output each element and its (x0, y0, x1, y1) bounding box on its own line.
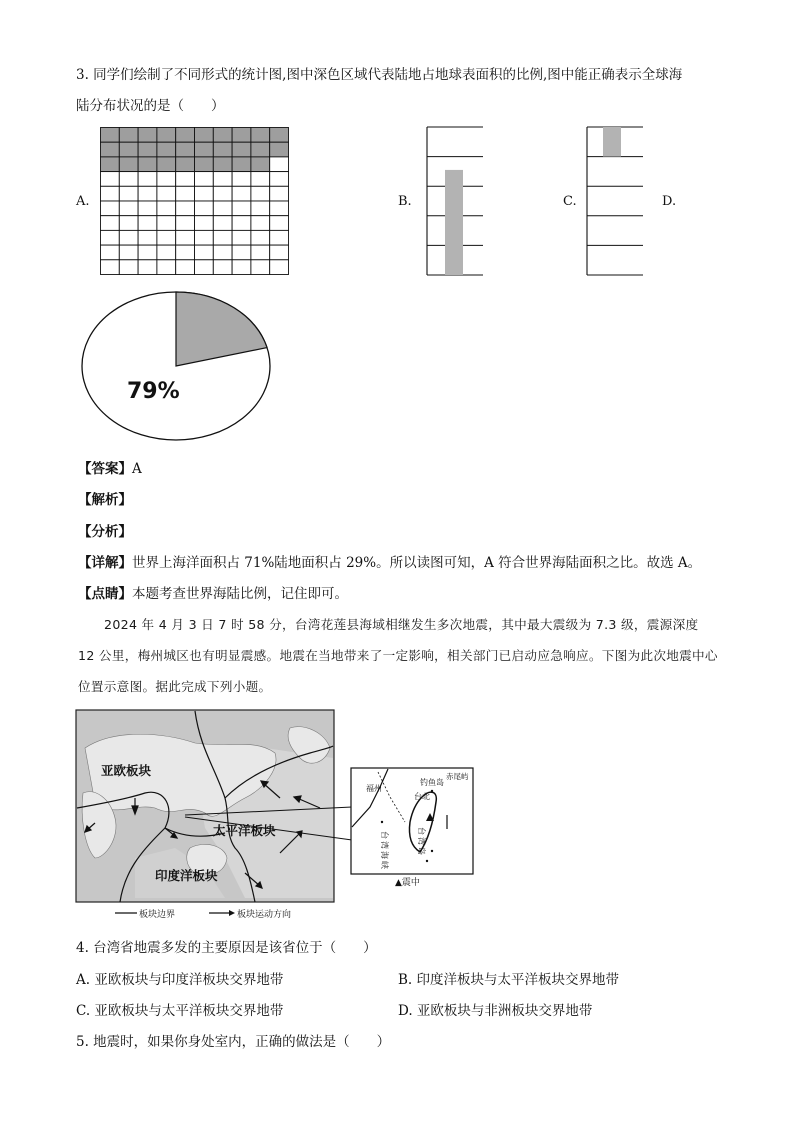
grid-cell-ocean (213, 260, 232, 275)
grid-cell-land (176, 128, 195, 143)
q3-option-a-label: A. (76, 194, 90, 209)
grid-cell-ocean (270, 216, 289, 231)
grid-cell-ocean (138, 230, 157, 245)
grid-cell-ocean (119, 216, 138, 231)
grid-cell-ocean (270, 260, 289, 275)
grid-cell-land (213, 128, 232, 143)
grid-cell-land (119, 142, 138, 157)
grid-cell-ocean (138, 216, 157, 231)
grid-cell-ocean (157, 172, 176, 187)
grid-cell-land (195, 157, 214, 172)
grid-cell-ocean (101, 260, 120, 275)
inset-island: 台湾岛 (417, 827, 426, 857)
grid-cell-land (176, 142, 195, 157)
q4-option-d: D. 亚欧板块与非洲板块交界地带 (398, 1003, 593, 1019)
grid-cell-ocean (251, 186, 270, 201)
grid-cell-ocean (195, 186, 214, 201)
grid-cell-land (157, 157, 176, 172)
grid-cell-ocean (101, 186, 120, 201)
grid-cell-ocean (270, 157, 289, 172)
grid-cell-ocean (138, 245, 157, 260)
label-indian-plate: 印度洋板块 (155, 868, 218, 883)
grid-cell-land (101, 157, 120, 172)
grid-cell-ocean (213, 216, 232, 231)
grid-cell-ocean (157, 230, 176, 245)
grid-cell-ocean (119, 172, 138, 187)
grid-cell-ocean (176, 245, 195, 260)
grid-cell-ocean (270, 186, 289, 201)
bar-land-fill (603, 127, 621, 157)
grid-cell-ocean (251, 260, 270, 275)
q3-detail: 【详解】世界上海洋面积占 71%陆地面积占 29%。所以读图可知，A 符合世界海陆面积之比。故选 A。 (78, 555, 702, 571)
grid-cell-ocean (195, 260, 214, 275)
grid-cell-ocean (195, 216, 214, 231)
grid-cell-ocean (119, 186, 138, 201)
grid-cell-ocean (270, 172, 289, 187)
grid-cell-ocean (138, 172, 157, 187)
pie-percent-label: 79% (127, 379, 180, 404)
grid-cell-land (232, 142, 251, 157)
grid-cell-ocean (232, 230, 251, 245)
q3-answer: 【答案】A (78, 461, 142, 477)
inset-fuzhou: 福州 (366, 784, 382, 793)
grid-cell-ocean (232, 260, 251, 275)
grid-cell-ocean (157, 201, 176, 216)
grid-cell-ocean (119, 260, 138, 275)
grid-cell-land (270, 128, 289, 143)
inset-taibei: 台北 (414, 792, 430, 801)
grid-cell-ocean (176, 201, 195, 216)
grid-cell-ocean (138, 201, 157, 216)
q4-option-c: C. 亚欧板块与太平洋板块交界地带 (76, 1003, 284, 1019)
q4-stem: 4. 台湾省地震多发的主要原因是该省位于（ ） (76, 940, 377, 956)
q3-option-c-label: C. (563, 194, 577, 209)
grid-cell-ocean (251, 230, 270, 245)
grid-cell-land (251, 128, 270, 143)
grid-cell-land (138, 157, 157, 172)
grid-cell-land (270, 142, 289, 157)
grid-cell-ocean (195, 230, 214, 245)
q3-stem-line2: 陆分布状况的是（ ） (76, 98, 225, 114)
grid-cell-ocean (195, 245, 214, 260)
grid-cell-land (138, 128, 157, 143)
grid-cell-ocean (195, 172, 214, 187)
grid-cell-land (157, 142, 176, 157)
q3-analysis-tag: 【解析】 (78, 492, 132, 508)
bar-land-fill (445, 170, 463, 275)
grid-cell-ocean (251, 245, 270, 260)
grid-cell-ocean (270, 230, 289, 245)
q3-option-d-pie-chart (80, 290, 272, 445)
grid-cell-ocean (176, 260, 195, 275)
grid-cell-land (157, 128, 176, 143)
grid-cell-ocean (157, 245, 176, 260)
q5-stem: 5. 地震时，如果你身处室内，正确的做法是（ ） (76, 1034, 391, 1050)
grid-cell-ocean (119, 230, 138, 245)
grid-cell-ocean (157, 216, 176, 231)
taiwan-inset-map (350, 767, 475, 892)
grid-cell-land (119, 128, 138, 143)
grid-cell-land (213, 157, 232, 172)
grid-cell-ocean (213, 201, 232, 216)
q3-stem-line1: 3. 同学们绘制了不同形式的统计图,图中深色区域代表陆地占地球表面积的比例,图中能正确表示全球海 (76, 67, 683, 83)
grid-cell-land (251, 157, 270, 172)
grid-cell-land (138, 142, 157, 157)
q3-option-b-label: B. (398, 194, 412, 209)
q4-option-b: B. 印度洋板块与太平洋板块交界地带 (398, 972, 620, 988)
grid-cell-ocean (213, 172, 232, 187)
earthquake-passage: 2024 年 4 月 3 日 7 时 58 分，台湾花莲县海域相继发生多次地震，其中最大震级为 7.3 级，震源深度 12 公里，梅州城区也有明显震感。地震在当地带来了一定影响，相关部门已启动应急响应。下图为此次地震中心位置示意图。据此完成下列小题。 (78, 617, 718, 694)
grid-cell-ocean (138, 260, 157, 275)
grid-cell-ocean (251, 201, 270, 216)
grid-cell-ocean (157, 186, 176, 201)
grid-cell-ocean (119, 201, 138, 216)
inset-legend: ▲震中 (395, 878, 420, 888)
grid-cell-land (195, 128, 214, 143)
grid-cell-land (232, 157, 251, 172)
grid-cell-ocean (232, 201, 251, 216)
grid-cell-ocean (270, 245, 289, 260)
legend-motion-arrowhead (229, 910, 235, 916)
q3-option-d-label: D. (662, 194, 677, 209)
grid-cell-ocean (101, 245, 120, 260)
inset-diaoyu: 钓鱼岛 (420, 778, 444, 787)
inset-chiwei: 赤尾屿 (446, 772, 469, 781)
grid-cell-ocean (101, 201, 120, 216)
q3-dianjing: 【点睛】本题考查世界海陆比例，记住即可。 (78, 586, 348, 602)
grid-cell-ocean (101, 230, 120, 245)
grid-cell-ocean (251, 172, 270, 187)
q3-fenxi-tag: 【分析】 (78, 524, 132, 540)
grid-cell-land (251, 142, 270, 157)
grid-cell-ocean (138, 186, 157, 201)
grid-cell-ocean (232, 186, 251, 201)
label-eurasia-plate: 亚欧板块 (101, 763, 152, 778)
grid-cell-ocean (232, 216, 251, 231)
label-pacific-plate: 太平洋板块 (213, 823, 276, 838)
inset-strait: 台湾海峡 (380, 831, 389, 871)
grid-cell-ocean (270, 201, 289, 216)
legend-boundary-label: 板块边界 (139, 910, 176, 920)
grid-cell-land (213, 142, 232, 157)
grid-cell-ocean (176, 216, 195, 231)
q3-option-c-bar-chart (585, 125, 645, 277)
grid-cell-ocean (232, 245, 251, 260)
grid-cell-land (101, 128, 120, 143)
q3-option-a-grid-chart (100, 127, 289, 275)
grid-cell-ocean (119, 245, 138, 260)
grid-cell-ocean (157, 260, 176, 275)
map-inset-connector (180, 805, 355, 845)
grid-cell-ocean (213, 245, 232, 260)
grid-cell-land (232, 128, 251, 143)
grid-cell-ocean (213, 230, 232, 245)
legend-motion-label: 板块运动方向 (237, 910, 292, 920)
grid-cell-land (101, 142, 120, 157)
grid-cell-ocean (101, 172, 120, 187)
grid-cell-ocean (195, 201, 214, 216)
q3-option-b-bar-chart (425, 125, 485, 277)
grid-cell-land (119, 157, 138, 172)
grid-cell-ocean (213, 186, 232, 201)
grid-cell-ocean (176, 172, 195, 187)
grid-cell-land (176, 157, 195, 172)
grid-cell-ocean (232, 172, 251, 187)
grid-cell-ocean (176, 186, 195, 201)
q4-option-a: A. 亚欧板块与印度洋板块交界地带 (76, 972, 284, 988)
grid-cell-ocean (251, 216, 270, 231)
grid-cell-ocean (101, 216, 120, 231)
grid-cell-ocean (176, 230, 195, 245)
grid-cell-land (195, 142, 214, 157)
